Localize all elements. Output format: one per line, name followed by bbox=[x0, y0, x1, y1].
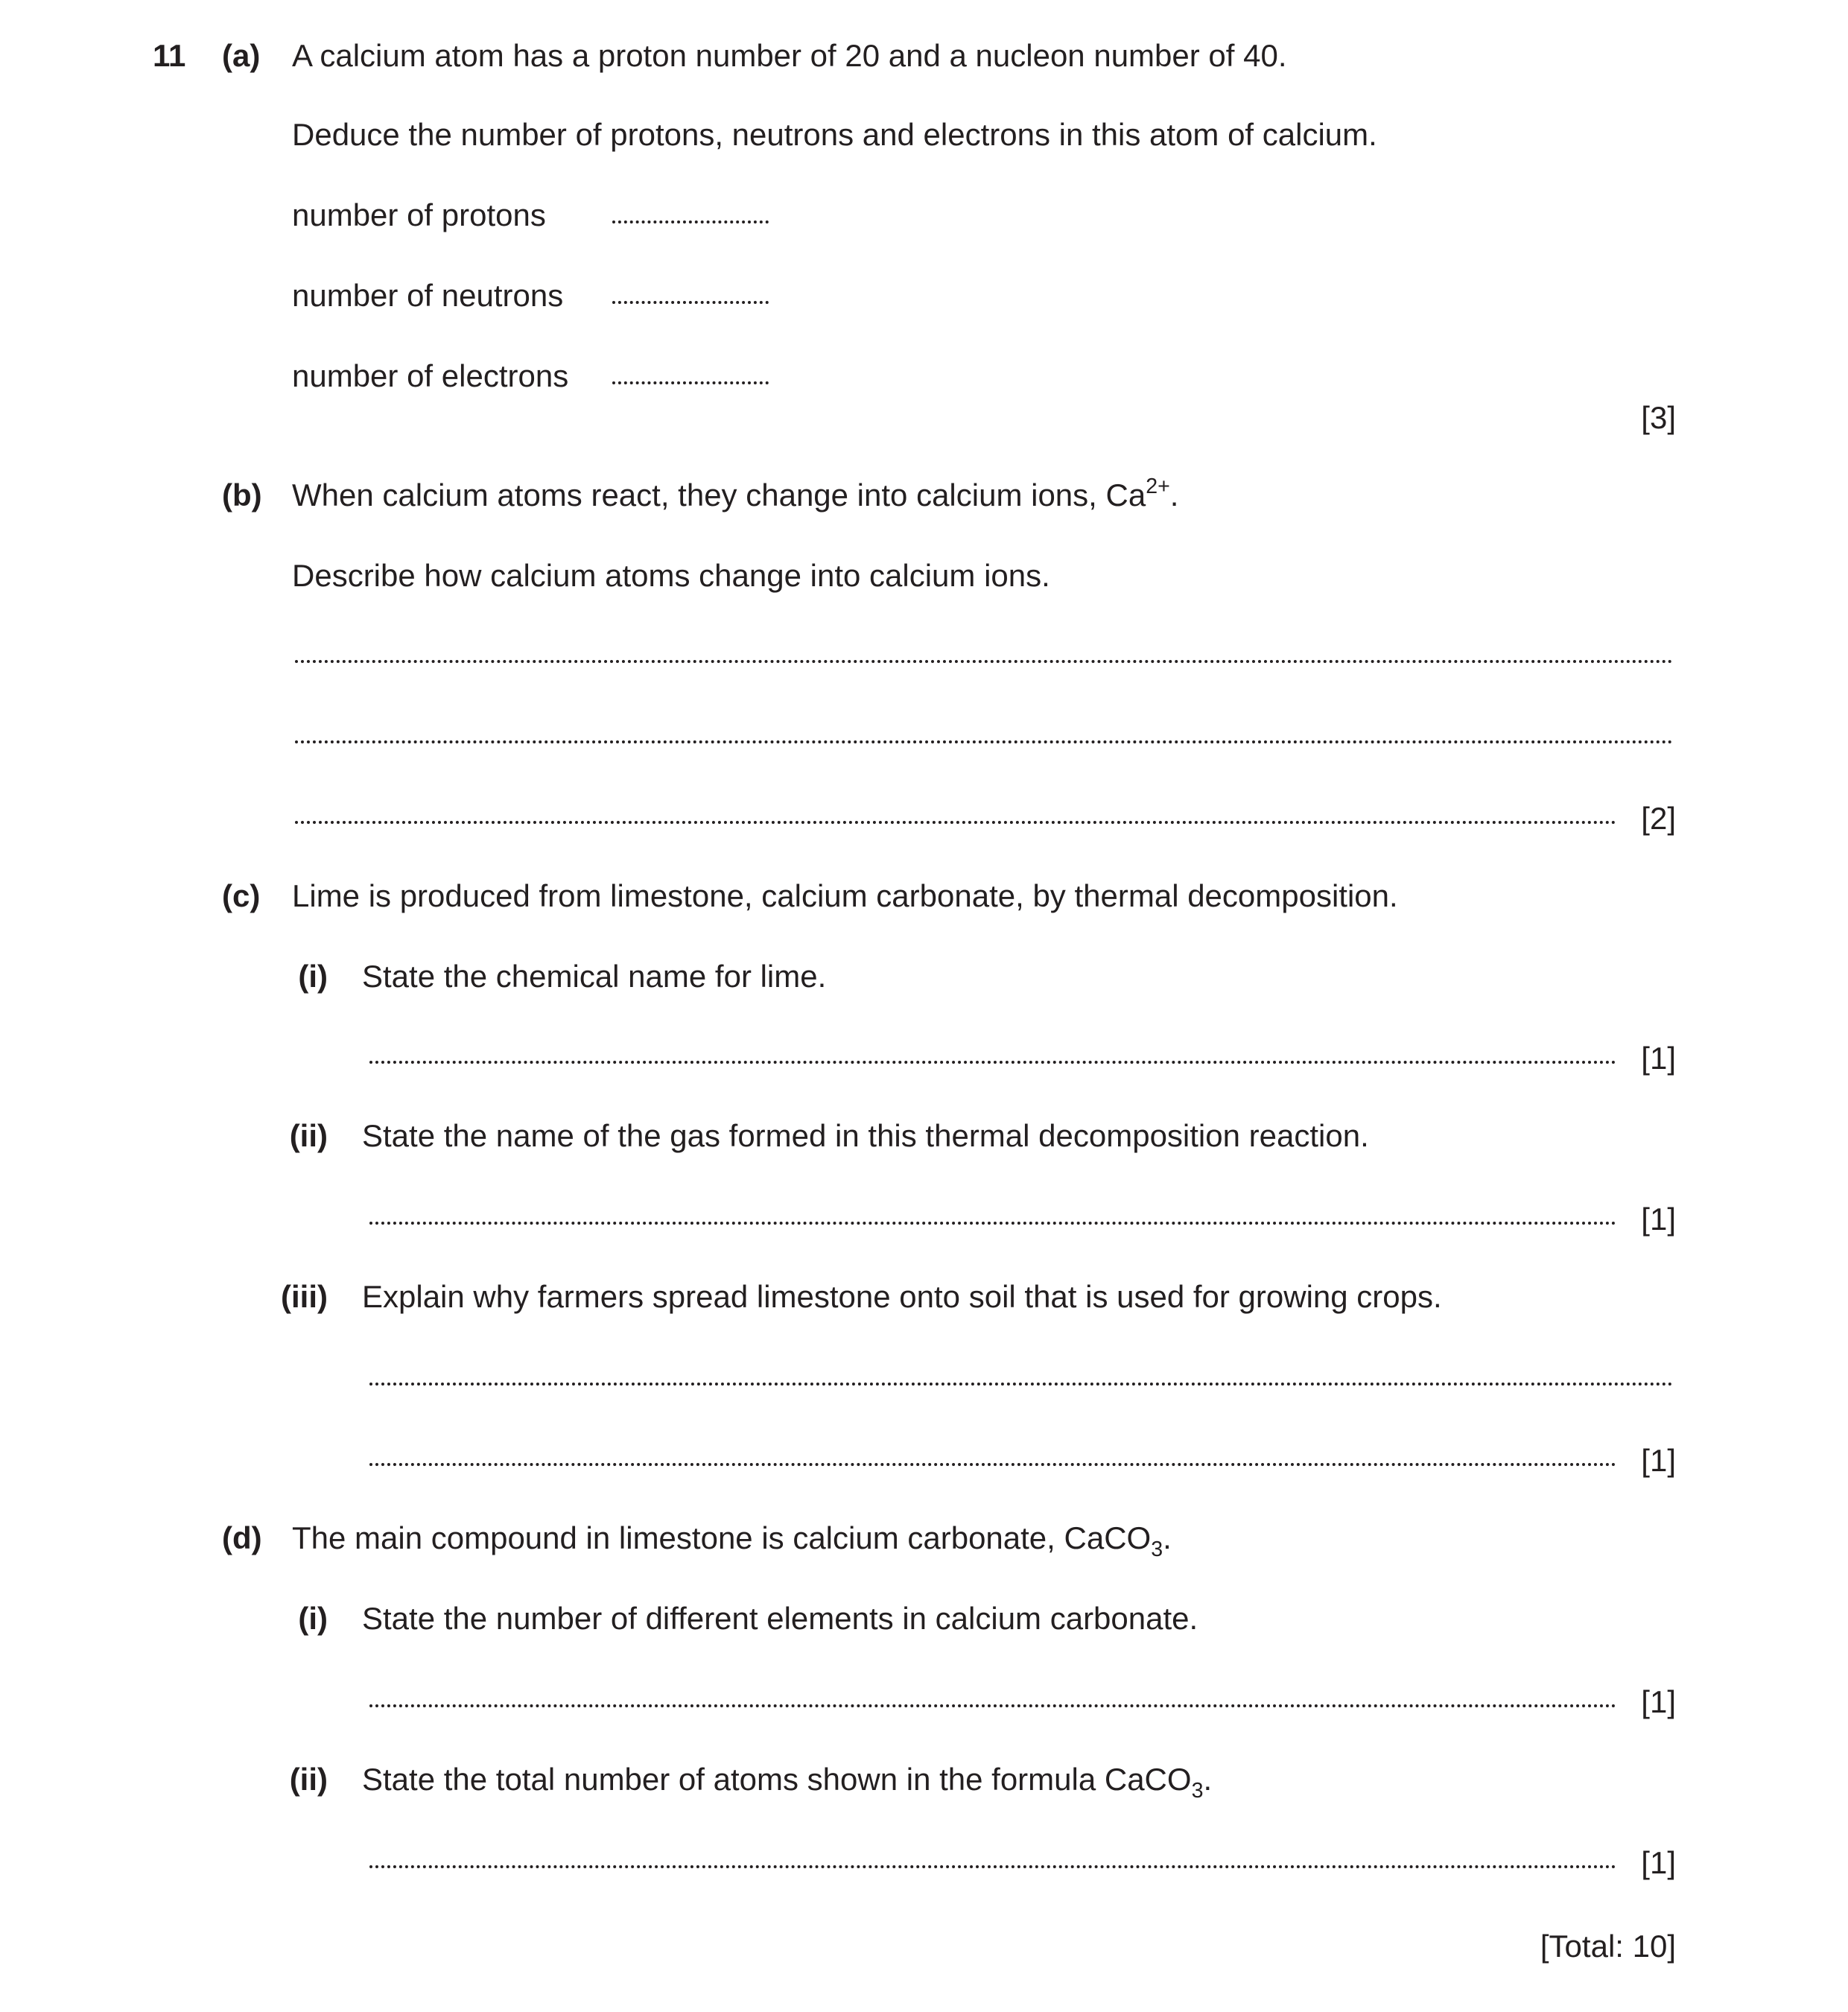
part-c-iii-marks: [1] bbox=[1641, 1443, 1676, 1478]
part-d-i-label: (i) bbox=[298, 1601, 328, 1636]
part-c-iii-text: Explain why farmers spread limestone onto soil that is used for growing crops. bbox=[362, 1279, 1442, 1314]
part-c-ii-text: State the name of the gas formed in this thermal decomposition reaction. bbox=[362, 1118, 1369, 1153]
part-b-marks: [2] bbox=[1641, 801, 1676, 836]
part-c-ii-marks: [1] bbox=[1641, 1202, 1676, 1237]
part-a-instruction: Deduce the number of protons, neutrons and electrons in this atom of calcium. bbox=[292, 117, 1377, 152]
part-a-label: (a) bbox=[222, 38, 261, 73]
part-b-instruction: Describe how calcium atoms change into calcium ions. bbox=[292, 558, 1050, 593]
answer-line-c-iii-1[interactable] bbox=[369, 1383, 1673, 1386]
part-a-marks: [3] bbox=[1641, 400, 1676, 435]
part-b-label: (b) bbox=[222, 477, 262, 512]
part-c-text: Lime is produced from limestone, calcium carbonate, by thermal decomposition. bbox=[292, 878, 1398, 913]
part-c-i-text: State the chemical name for lime. bbox=[362, 959, 827, 994]
answer-line-d-ii[interactable] bbox=[369, 1865, 1616, 1868]
part-c-label: (c) bbox=[222, 878, 261, 913]
part-c-i-label: (i) bbox=[298, 959, 328, 994]
answer-line-protons[interactable] bbox=[612, 220, 769, 223]
answer-line-c-ii[interactable] bbox=[369, 1222, 1616, 1225]
answer-line-c-iii-2[interactable] bbox=[369, 1463, 1616, 1466]
formula-subscript-2: 3 bbox=[1191, 1778, 1204, 1803]
field-neutrons-label: number of neutrons bbox=[292, 278, 564, 313]
answer-line-electrons[interactable] bbox=[612, 381, 769, 384]
part-c-ii-label: (ii) bbox=[289, 1118, 328, 1153]
answer-line-b-1[interactable] bbox=[295, 660, 1673, 663]
part-d-label: (d) bbox=[222, 1520, 262, 1555]
answer-line-neutrons[interactable] bbox=[612, 301, 769, 304]
field-protons-label: number of protons bbox=[292, 197, 546, 232]
question-number: 11 bbox=[153, 38, 186, 73]
answer-line-b-3[interactable] bbox=[295, 821, 1616, 824]
answer-line-b-2[interactable] bbox=[295, 740, 1673, 743]
part-c-i-marks: [1] bbox=[1641, 1041, 1676, 1076]
part-c-iii-label: (iii) bbox=[281, 1279, 328, 1314]
part-d-ii-marks: [1] bbox=[1641, 1845, 1676, 1880]
ion-charge: 2+ bbox=[1146, 474, 1170, 498]
part-d-text: The main compound in limestone is calcium carbonate, CaCO$_3$. bbox=[292, 1520, 1172, 1561]
total-marks: [Total: 10] bbox=[1540, 1929, 1676, 1964]
part-d-ii-text: State the total number of atoms shown in the formula CaCO$_3$. bbox=[362, 1762, 1213, 1803]
part-a-text: A calcium atom has a proton number of 20 and a nucleon number of 40. bbox=[292, 38, 1287, 73]
answer-line-d-i[interactable] bbox=[369, 1704, 1616, 1707]
part-d-ii-label: (ii) bbox=[289, 1762, 328, 1797]
answer-line-c-i[interactable] bbox=[369, 1061, 1616, 1064]
part-b-text: When calcium atoms react, they change into calcium ions, $Ca^{2+}$. bbox=[292, 474, 1179, 512]
formula-subscript: 3 bbox=[1151, 1537, 1163, 1561]
field-electrons-label: number of electrons bbox=[292, 358, 569, 393]
part-d-i-marks: [1] bbox=[1641, 1684, 1676, 1719]
part-d-i-text: State the number of different elements in calcium carbonate. bbox=[362, 1601, 1198, 1636]
